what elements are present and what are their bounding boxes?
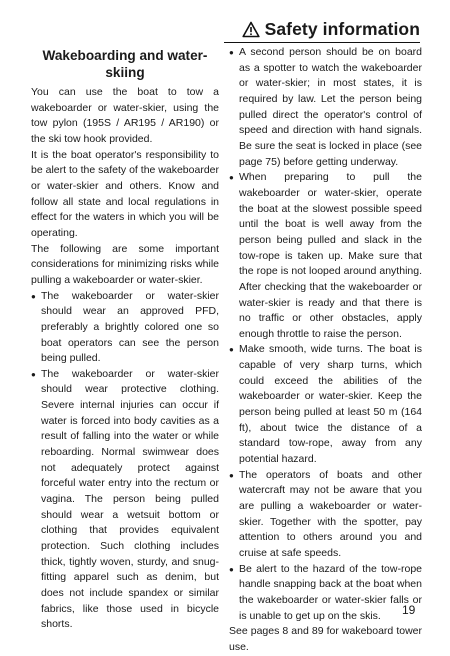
page-number: 19 — [402, 603, 416, 617]
section-title: Safety information — [264, 18, 420, 39]
paragraph: You can use the boat to tow a wakeboarder or water-skier, using the tow pylon (195S / AR195 / AR190) or the ski tow hook provided. — [31, 86, 219, 145]
header-rule — [224, 42, 420, 43]
page-header — [224, 18, 420, 40]
bullet-item: ● A second person should be on board as a spotter to watch the wakeboarder or water-skier; in most states, it is required by law. Let the person being pulled direct the operator's control of speed and direction with hand signals. Be sure the seat is locked in place (see page 75) before getting underway. — [229, 45, 422, 170]
closing-note: See pages 8 and 89 for wakeboard tower use. — [229, 625, 422, 653]
bullet-list — [31, 289, 219, 633]
bullet-item: ● When preparing to pull the wakeboarder or water-skier, operate the boat at the slowest possible speed until the boat is well away from the person being pulled and slack in the tow-rope is taken up. Make sure that the rope is not looped around anything. After checking that the wakeboarder or water-skier is ready and that there is no traffic or other obstacles, apply enough throttle to raise the person. — [229, 170, 422, 342]
left-column — [31, 45, 219, 633]
bullet-item: ● The operators of boats and other watercraft may not be aware that you are pulling a wakeboarder or water-skier. Together with the spotter, pay attention to others around you and cruise at safe speeds. — [229, 468, 422, 562]
bullet-item: ● Be alert to the hazard of the tow-rope handle snapping back at the boat when the wakeboarder or water-skier falls or is unable to get up on the skis. — [229, 562, 422, 625]
section-heading: Wakeboarding and water-skiing — [42, 48, 208, 80]
bullet-item: ● The wakeboarder or water-skier should wear protective clothing. Severe internal injuries can occur if water is forced into body cavities as a result of falling into the water or while reboarding. Normal swimwear does not adequately protect against forceful water entry into the rectum or vagina. The person being pulled should wear a wetsuit bottom or clothing that provides equivalent protection. Such clothing includes thick, tightly woven, sturdy, and snug-fitting apparel such as denim, but does not include spandex or similar fabrics, like those used in bicycle shorts. — [31, 367, 219, 633]
bullet-item: ● Make smooth, wide turns. The boat is capable of very sharp turns, which could exceed the abilities of the wakeboarder or water-skier. Keep the person being pulled at least 50 m (164 ft), about twice the distance of a standard tow-rope, away from any potential hazard. — [229, 342, 422, 467]
paragraph: It is the boat operator's responsibility to be alert to the safety of the wakeboarder or water-skier and others. Know and follow all state and local regulations in effect for the waters in which you will be operating. — [31, 148, 219, 239]
right-column — [229, 45, 422, 656]
paragraph: The following are some important considerations for minimizing risks while pulling a wakeboarder or water-skier. — [31, 242, 219, 286]
bullet-item: ● The wakeboarder or water-skier should wear an approved PFD, preferably a brightly colored one so boat operators can see the person being pulled. — [31, 289, 219, 367]
bullet-list — [229, 45, 422, 624]
warning-triangle-icon — [242, 21, 260, 38]
